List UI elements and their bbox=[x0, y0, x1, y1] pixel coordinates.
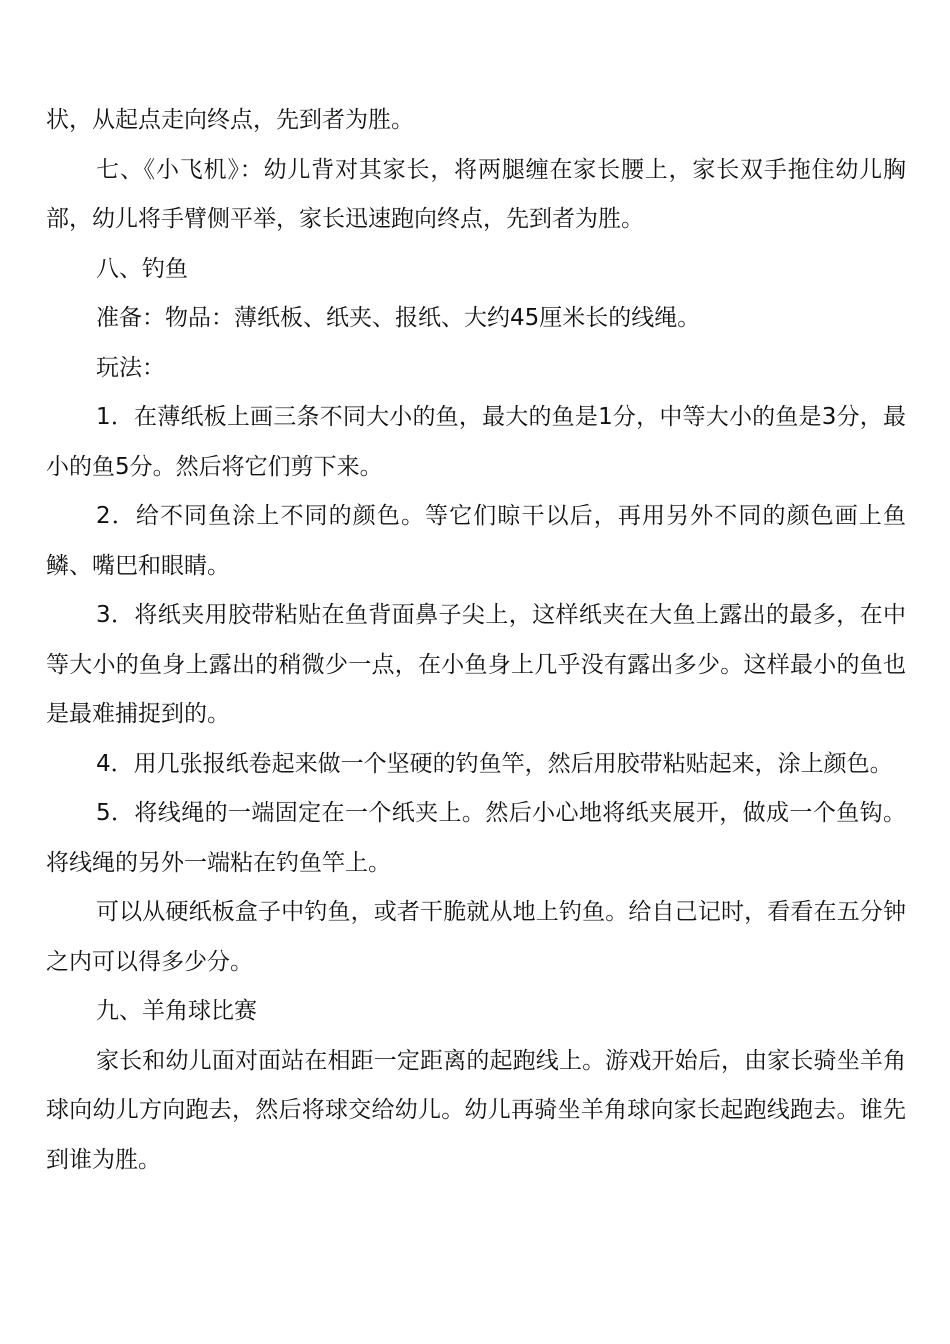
paragraph-continuation: 状，从起点走向终点，先到者为胜。 bbox=[46, 107, 414, 133]
paragraph-step-4: 4．用几张报纸卷起来做一个坚硬的钓鱼竿，然后用胶带粘贴起来，涂上颜色。 bbox=[96, 750, 893, 777]
heading-game-8: 八、钓鱼 bbox=[96, 255, 188, 282]
document-body bbox=[46, 96, 906, 1185]
heading-game-9: 九、羊角球比赛 bbox=[96, 998, 257, 1024]
paragraph-step-2: 2．给不同鱼涂上不同的颜色。等它们晾干以后，再用另外不同的颜色画上鱼鳞、嘴巴和眼睛。 bbox=[46, 503, 906, 579]
paragraph-step-1: 1．在薄纸板上画三条不同大小的鱼，最大的鱼是1分，中等大小的鱼是3分，最小的鱼5分。然后将它们剪下来。 bbox=[46, 404, 906, 480]
paragraph-step-3: 3．将纸夹用胶带粘贴在鱼背面鼻子尖上，这样纸夹在大鱼上露出的最多，在中等大小的鱼身上露出的稍微少一点，在小鱼身上几乎没有露出多少。这样最小的鱼也是最难捕捉到的。 bbox=[46, 602, 906, 727]
paragraph-step-5: 5．将线绳的一端固定在一个纸夹上。然后小心地将纸夹展开，做成一个鱼钩。将线绳的另外一端粘在钓鱼竿上。 bbox=[46, 800, 906, 876]
paragraph-fishing-note: 可以从硬纸板盒子中钓鱼，或者干脆就从地上钓鱼。给自己记时，看看在五分钟之内可以得多少分。 bbox=[46, 899, 906, 975]
paragraph-rules-label: 玩法： bbox=[96, 354, 165, 381]
paragraph-game-7: 七、《小飞机》：幼儿背对其家长，将两腿缠在家长腰上，家长双手拖住幼儿胸部，幼儿将手臂侧平举，家长迅速跑向终点，先到者为胜。 bbox=[46, 156, 906, 232]
paragraph-preparation: 准备：物品：薄纸板、纸夹、报纸、大约45厘米长的线绳。 bbox=[96, 305, 701, 331]
paragraph-game-9: 家长和幼儿面对面站在相距一定距离的起跑线上。游戏开始后，由家长骑坐羊角球向幼儿方向跑去，然后将球交给幼儿。幼儿再骑坐羊角球向家长起跑线跑去。谁先到谁为胜。 bbox=[46, 1047, 906, 1173]
